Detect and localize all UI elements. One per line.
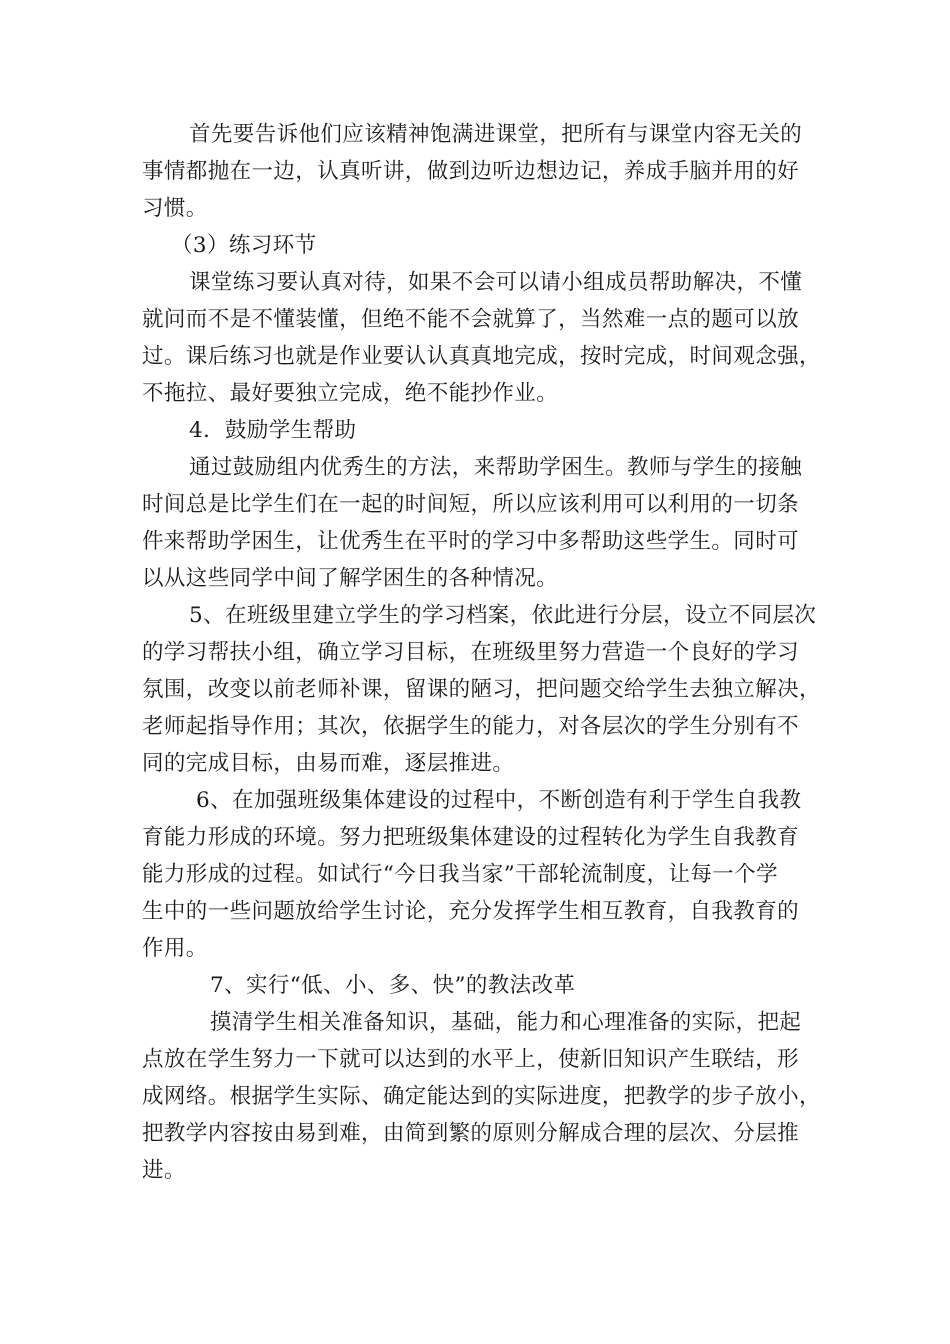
section-heading: 7、实行“低、小、多、快”的教法改革 [210,973,576,998]
text-line: 时间总是比学生们在一起的时间短，所以应该利用可以利用的一切条 [142,492,800,517]
text-line: 氛围，改变以前老师补课，留课的陋习，把问题交给学生去独立解决， [142,677,821,702]
text-line: 过。课后练习也就是作业要认认真真地完成，按时完成，时间观念强， [142,344,821,369]
text-line: 摸清学生相关准备知识，基础，能力和心理准备的实际，把起 [210,1010,802,1035]
text-line: 首先要告诉他们应该精神饱满进课堂，把所有与课堂内容无关的 [189,122,803,147]
text-line: 5、在班级里建立学生的学习档案，依此进行分层，设立不同层次 [189,603,817,628]
text-line: 能力形成的过程。如试行“今日我当家”干部轮流制度，让每一个学 [142,862,778,887]
text-line: 以从这些同学中间了解学困生的各种情况。 [142,566,559,591]
text-line: 通过鼓励组内优秀生的方法，来帮助学困生。教师与学生的接触 [189,455,803,480]
text-line: 就问而不是不懂装懂，但绝不能不会就算了，当然难一点的题可以放 [142,307,800,332]
section-heading: 4．鼓励学生帮助 [189,418,357,443]
text-line: 育能力形成的环境。努力把班级集体建设的过程转化为学生自我教育 [142,825,800,850]
text-line: 把教学内容按由易到难，由简到繁的原则分解成合理的层次、分层推 [142,1121,800,1146]
text-line: 习惯。 [142,196,208,221]
text-line: 的学习帮扶小组，确立学习目标，在班级里努力营造一个良好的学习 [142,640,800,665]
text-line: 进。 [142,1158,186,1183]
text-line: 成网络。根据学生实际、确定能达到的实际进度，把教学的步子放小， [142,1084,821,1109]
text-line: 件来帮助学困生，让优秀生在平时的学习中多帮助这些学生。同时可 [142,529,800,554]
text-line: 不拖拉、最好要独立完成，绝不能抄作业。 [142,381,559,406]
text-line: 作用。 [142,936,208,961]
text-line: 生中的一些问题放给学生讨论，充分发挥学生相互教育，自我教育的 [142,899,800,924]
text-line: 课堂练习要认真对待，如果不会可以请小组成员帮助解决，不懂 [189,270,803,295]
text-line: 事情都抛在一边，认真听讲，做到边听边想边记，养成手脑并用的好 [142,159,800,184]
text-line: 点放在学生努力一下就可以达到的水平上，使新旧知识产生联结，形 [142,1047,800,1072]
text-line: 同的完成目标，由易而难，逐层推进。 [142,751,515,776]
text-line: 老师起指导作用；其次，依据学生的能力，对各层次的学生分别有不 [142,714,800,739]
text-line: 6、在加强班级集体建设的过程中，不断创造有利于学生自我教 [196,788,802,813]
section-heading: （3）练习环节 [171,233,317,258]
